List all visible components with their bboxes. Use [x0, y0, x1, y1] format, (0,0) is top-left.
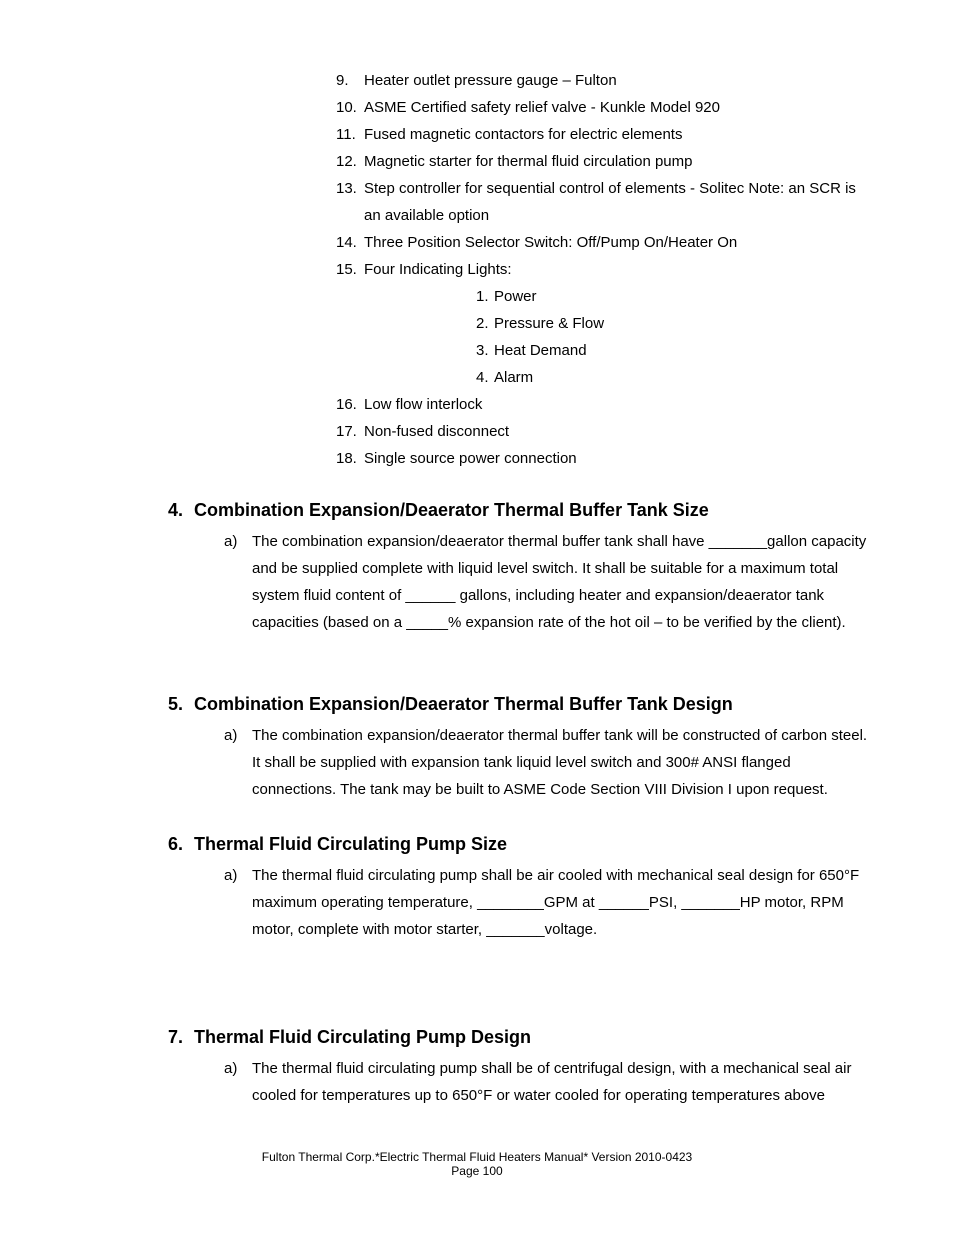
section-tank-size	[168, 498, 878, 636]
list-item-text: Four Indicating Lights:	[364, 261, 512, 278]
list-item	[336, 418, 876, 445]
section-title: Thermal Fluid Circulating Pump Design	[194, 1027, 532, 1047]
paragraph-label: a)	[224, 727, 238, 744]
section-heading	[168, 832, 878, 856]
section-pump-size	[168, 832, 878, 943]
list-item-text: Fused magnetic contactors for electric elements	[364, 126, 683, 143]
list-item-number: 13.	[336, 180, 357, 197]
section-heading	[168, 1025, 878, 1049]
sub-list-item	[336, 283, 876, 310]
list-item	[336, 121, 876, 148]
list-item-number: 9.	[336, 72, 349, 89]
page-number: Page 100	[451, 1164, 503, 1178]
paragraph-text: The thermal fluid circulating pump shall be of centrifugal design, with a mechanical seal air cooled for temperatures up to 650°F or water cooled for operating temperatures above	[252, 1060, 852, 1104]
section-tank-design	[168, 692, 878, 803]
list-item-text: ASME Certified safety relief valve - Kunkle Model 920	[364, 99, 720, 116]
section-title: Thermal Fluid Circulating Pump Size	[194, 834, 508, 854]
list-item	[336, 256, 876, 283]
sub-list-item-text: Alarm	[494, 369, 534, 386]
section-paragraph	[224, 862, 878, 943]
list-item	[336, 148, 876, 175]
list-item	[336, 391, 876, 418]
sub-list-item-number: 1.	[476, 288, 489, 305]
list-item-text: Magnetic starter for thermal fluid circulation pump	[364, 153, 693, 170]
sub-list-item-number: 3.	[476, 342, 489, 359]
sub-list-item-text: Power	[494, 288, 537, 305]
paragraph-label: a)	[224, 1060, 238, 1077]
paragraph-label: a)	[224, 867, 238, 884]
section-number: 7.	[168, 1027, 184, 1047]
list-item-number: 16.	[336, 396, 357, 413]
section-pump-design	[168, 1025, 878, 1109]
list-item-number: 15.	[336, 261, 357, 278]
section-paragraph	[224, 722, 878, 803]
paragraph-text: The thermal fluid circulating pump shall be air cooled with mechanical seal design for 650°F maximum operating temperature, ________GPM at ______PSI, _______HP motor, RPM motor, complete with motor starter, _______voltage.	[252, 867, 860, 938]
section-number: 5.	[168, 694, 184, 714]
section-paragraph	[224, 1055, 878, 1109]
list-item-text: Heater outlet pressure gauge – Fulton	[364, 72, 617, 89]
list-item	[336, 94, 876, 121]
sub-list-item	[336, 337, 876, 364]
section-title: Combination Expansion/Deaerator Thermal Buffer Tank Size	[194, 500, 709, 520]
list-item	[336, 229, 876, 256]
sub-list-item-text: Pressure & Flow	[494, 315, 605, 332]
section-number: 4.	[168, 500, 184, 520]
list-item-number: 18.	[336, 450, 357, 467]
list-item-number: 14.	[336, 234, 357, 251]
section-heading	[168, 498, 878, 522]
list-item-number: 12.	[336, 153, 357, 170]
list-item-text: Three Position Selector Switch: Off/Pump On/Heater On	[364, 234, 738, 251]
list-item-number: 10.	[336, 99, 357, 116]
list-item-number: 11.	[336, 126, 356, 143]
paragraph-text: The combination expansion/deaerator thermal buffer tank will be constructed of carbon steel. It shall be supplied with expansion tank liquid level switch and 300# ANSI flanged connections. The tank may be built to ASME Code Section VIII Division I upon request.	[252, 727, 868, 798]
sub-list-item-number: 4.	[476, 369, 489, 386]
section-paragraph	[224, 528, 878, 636]
footer-title: Fulton Thermal Corp.*Electric Thermal Fluid Heaters Manual* Version 2010-0423	[261, 1150, 693, 1164]
list-item-text: Non-fused disconnect	[364, 423, 510, 440]
list-item	[336, 445, 876, 472]
list-item-text: Low flow interlock	[364, 396, 483, 413]
sub-list-item	[336, 310, 876, 337]
sub-list-item	[336, 364, 876, 391]
list-item-text: Step controller for sequential control of elements - Solitec Note: an SCR is an available option	[364, 180, 856, 224]
list-item	[336, 175, 876, 229]
paragraph-text: The combination expansion/deaerator thermal buffer tank shall have _______gallon capacity and be supplied complete with liquid level switch. It shall be suitable for a maximum total system fluid content of ______ gallons, including heater and expansion/deaerator tank capacities (based on a _____% expansion rate of the hot oil – to be verified by the client).	[252, 533, 867, 631]
list-item-text: Single source power connection	[364, 450, 577, 467]
section-heading	[168, 692, 878, 716]
page-footer	[0, 1150, 954, 1178]
equipment-list	[336, 67, 876, 472]
list-item	[336, 67, 876, 94]
section-title: Combination Expansion/Deaerator Thermal Buffer Tank Design	[194, 694, 733, 714]
sub-list-item-text: Heat Demand	[494, 342, 587, 359]
paragraph-label: a)	[224, 533, 238, 550]
section-number: 6.	[168, 834, 184, 854]
list-item-number: 17.	[336, 423, 357, 440]
sub-list-item-number: 2.	[476, 315, 489, 332]
